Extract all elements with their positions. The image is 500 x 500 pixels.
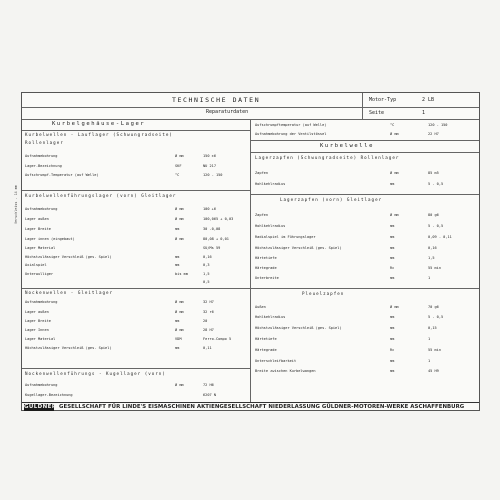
row-label: Zapfen (255, 171, 268, 175)
row-value: 70 g6 (428, 305, 439, 309)
row-unit: Ø mm (390, 305, 399, 309)
row-unit: Ø mm (390, 213, 399, 217)
row-unit: bis mm (175, 272, 188, 276)
row-label: Hohlkehlradius (255, 315, 286, 319)
row-label: Lager Breite (25, 227, 51, 231)
row-label: Aufnahmebohrung (25, 300, 58, 304)
row-label: Aufnahmebohrung (25, 154, 58, 158)
row-value: NU 217 (203, 164, 216, 168)
row-label: Hohlkehlradius (255, 224, 286, 228)
row-label: Aufnahmebohrung (25, 207, 58, 211)
row-unit: Ø mm (175, 383, 184, 387)
row-unit: Ø mm (390, 132, 399, 136)
row-value: 6207 N (203, 393, 216, 397)
row-label: Zapfen (255, 213, 268, 217)
row-value: 85 m5 (428, 171, 439, 175)
row-label: Radialspiel im Führungslager (255, 235, 316, 239)
subsection-title: Lagerzapfen (vorn) Gleitlager (280, 197, 383, 202)
page-number-label: Seite (369, 110, 385, 116)
row-unit: Rc (390, 266, 395, 270)
row-label: Höchstzulässiger Verschleiß (ges. Spiel) (255, 246, 342, 250)
row-label: Härtetiefe (255, 256, 277, 260)
gueldner-logo: GÜLDNER (24, 404, 57, 410)
row-value: 55 min (428, 266, 441, 270)
row-label: Unterbreite (255, 276, 279, 280)
row-label: Lager Innen (25, 328, 49, 332)
row-value: 5 - 0,5 (428, 315, 444, 319)
section-divider (250, 194, 479, 195)
row-label: Breite zwischen Kurbelwangen (255, 369, 316, 373)
row-label: Lager Material (25, 246, 56, 250)
row-value: 72 H6 (203, 383, 214, 387)
row-value: Ferro-Compo 5 (203, 337, 232, 341)
row-unit: mm (390, 369, 395, 373)
row-value: 100,065 + 0,03 (203, 217, 234, 221)
row-unit: Ø mm (390, 171, 399, 175)
row-value: 45 H9 (428, 369, 439, 373)
section-title: Kurbelgehäuse-Lager (52, 121, 146, 127)
subsection-title: Kurbelwellen - Lauflager (Schwungradseite) (25, 132, 173, 137)
row-unit: mm (390, 182, 395, 186)
row-label: Unterwulliger (25, 272, 54, 276)
row-unit: Ø mm (175, 300, 184, 304)
section-title: Kurbelwelle (320, 143, 375, 149)
row-value: 5 - 0,5 (428, 224, 444, 228)
row-label: Kugellager-Bezeichnung (25, 393, 73, 397)
header-divider (362, 93, 363, 119)
row-unit: Rc (390, 348, 395, 352)
row-label: Aufnahmebohrung (25, 383, 58, 387)
subsection-title: Rollenlager (25, 140, 64, 145)
row-unit: Ø mm (175, 310, 184, 314)
row-label: Höchstzulässiger Verschleiß (ges. Spiel) (25, 346, 112, 350)
row-label: Unterschleifbarkeit (255, 359, 297, 363)
row-unit: mm (390, 246, 395, 250)
row-unit: mm (175, 346, 180, 350)
row-label: Axialspiel (25, 263, 47, 267)
row-unit: VDM (175, 337, 182, 341)
row-value: 55 min (428, 348, 441, 352)
subsection-title: Lagerzapfen (Schwungradseite) Rollenlager (255, 155, 400, 160)
row-value: 120 - 150 (428, 123, 448, 127)
row-unit: °C (175, 173, 180, 177)
row-unit: Ø mm (175, 154, 184, 158)
row-value: 1 (428, 359, 431, 363)
row-value: 0,15 (428, 326, 437, 330)
row-value: 150 ±6 (203, 154, 216, 158)
row-unit: mm (390, 315, 395, 319)
motor-type-value: 2 LB (422, 97, 435, 103)
row-label: Lager innen (eingebaut) (25, 237, 75, 241)
row-value: 0,16 (203, 255, 212, 259)
section-divider (250, 140, 479, 141)
row-value: 28 H7 (203, 328, 214, 332)
row-label: Lager Breite (25, 319, 51, 323)
row-label: Außen (255, 305, 266, 309)
row-label: Lager außen (25, 217, 49, 221)
row-unit: mm (390, 276, 395, 280)
row-value: 0,16 (428, 246, 437, 250)
section-divider (22, 368, 250, 369)
subsection-title: Kurbelwellenführungslager (vorn) Gleitlager (25, 193, 177, 198)
row-unit: mm (390, 235, 395, 239)
row-label: Höchstzulässiger Verschleiß (ges. Spiel) (255, 326, 342, 330)
row-unit: mm (390, 256, 395, 260)
row-unit: mm (175, 227, 180, 231)
section-divider (22, 288, 250, 289)
column-divider (250, 119, 251, 402)
section-divider (22, 190, 250, 191)
subsection-title: Pleuelzapfen (302, 291, 345, 296)
row-label: Hohlkehlradius (255, 182, 286, 186)
row-value: 1 (428, 276, 431, 280)
row-unit: mm (390, 337, 395, 341)
row-unit: Ø mm (175, 328, 184, 332)
row-value: 30 -0,08 (203, 227, 221, 231)
row-unit: mm (175, 255, 180, 259)
row-unit: SKF (175, 164, 182, 168)
row-value: 5 - 0,5 (428, 182, 444, 186)
row-unit: mm (390, 326, 395, 330)
data-sheet (21, 92, 480, 411)
row-unit: Ø mm (175, 217, 184, 221)
row-value: 32 H7 (203, 300, 214, 304)
row-label: Lager außen (25, 310, 49, 314)
row-value: 1,5 (203, 272, 210, 276)
row-unit: mm (390, 359, 395, 363)
row-value: 20 (203, 319, 208, 323)
row-label: Härtetiefe (255, 337, 277, 341)
section-divider (250, 152, 479, 153)
row-label: Aufschrumpftemperatur (auf Welle) (255, 123, 327, 127)
row-value: 32 r6 (203, 310, 214, 314)
row-unit: mm (175, 263, 180, 267)
row-unit: mm (390, 224, 395, 228)
row-value: 80 g6 (428, 213, 439, 217)
page-number-value: 1 (422, 110, 426, 116)
row-value: 1 (428, 337, 431, 341)
side-note: Verschleiss - 14 mm (14, 185, 18, 224)
subsection-title: Nockenwellenführungs - Kugellager (vorn) (25, 371, 166, 376)
row-label: Lager-Bezeichnung (25, 164, 62, 168)
row-unit: °C (390, 123, 395, 127)
row-label: Härtegrade (255, 266, 277, 270)
row-unit: Ø mm (175, 237, 184, 241)
section-divider (250, 288, 479, 289)
row-label: Aufschrumpf-Temperatur (auf Welle) (25, 173, 99, 177)
row-value: 0,3 (203, 263, 210, 267)
row-value: 22 H7 (428, 132, 439, 136)
company-name: GESELLSCHAFT FÜR LINDE'S EISMASCHINEN AKTIENGESELLSCHAFT NIEDERLASSUNG GÜLDNER-MOTOREN-WERKE ASCHAFFENBURG (59, 404, 465, 410)
row-unit: mm (175, 319, 180, 323)
row-value: 120 - 150 (203, 173, 223, 177)
row-unit: Ø mm (175, 207, 184, 211)
row-value: 80,08 + 0,01 (203, 237, 229, 241)
row-value: 0,5 (203, 280, 210, 284)
footer (22, 402, 479, 412)
motor-type-label: Motor-Typ (369, 97, 397, 103)
row-value: SU/Ms 59 (203, 246, 221, 250)
section-divider (22, 130, 250, 131)
row-label: Aufnahmebohrung der Ventilstössel (255, 132, 327, 136)
subsection-title: Nockenwellen - Gleitlager (25, 290, 114, 295)
header-divider (22, 107, 479, 108)
row-label: Härtegrade (255, 348, 277, 352)
page-subtitle: Reparaturdaten (206, 109, 249, 115)
row-label: Höchstzulässiger Verschleiß (ges. Spiel) (25, 255, 112, 259)
row-label: Lager Material (25, 337, 56, 341)
row-value: 0,09 - 0,11 (428, 235, 452, 239)
row-value: 0,11 (203, 346, 212, 350)
row-value: 100 +6 (203, 207, 216, 211)
row-value: 1,5 (428, 256, 435, 260)
page-title: TECHNISCHE DATEN (172, 96, 261, 104)
